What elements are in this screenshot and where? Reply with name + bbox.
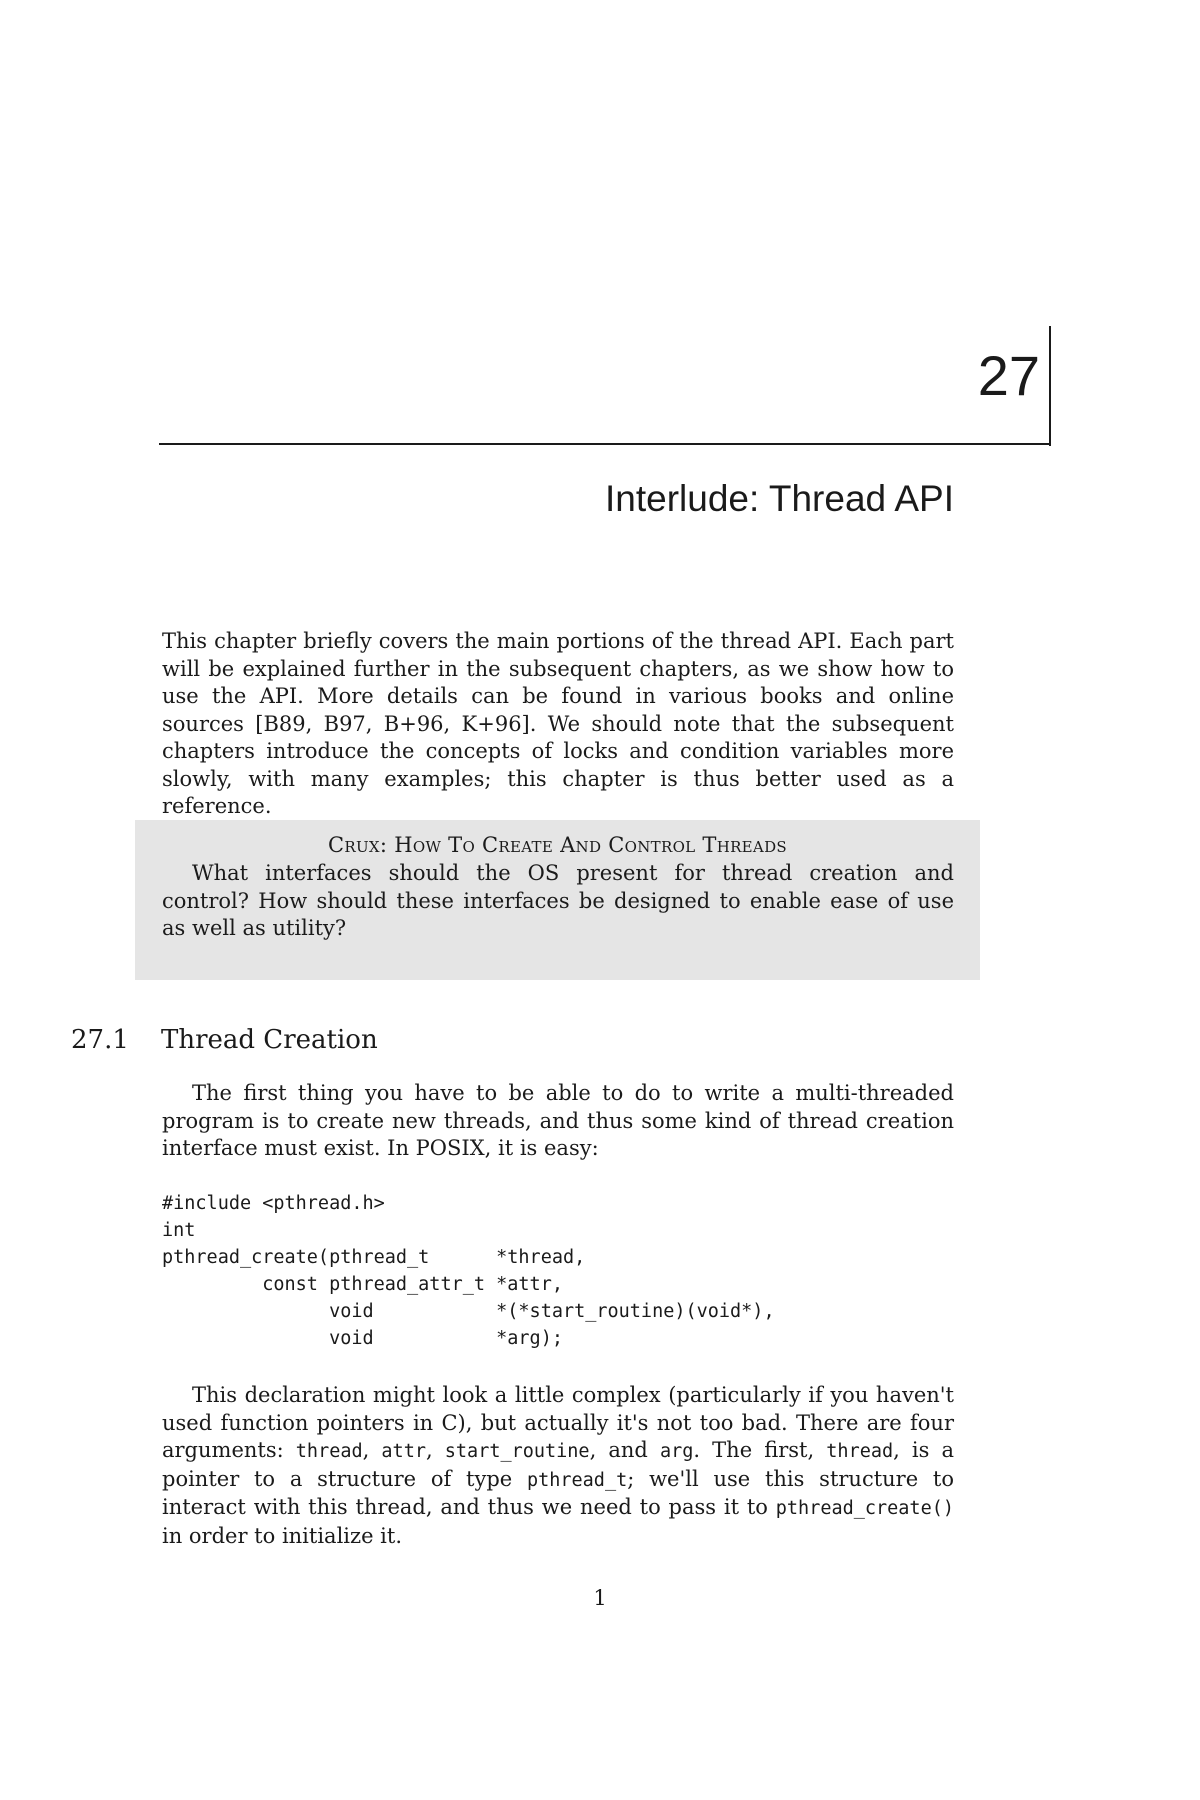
code-listing: #include <pthread.h> int pthread_create(pthread_t *thread, const pthread_attr_t *attr, void *(*start_routine)(void*), void *arg); [162, 1193, 775, 1349]
code-inline: pthread_t [526, 1469, 628, 1491]
chapter-horizontal-rule [159, 443, 1051, 445]
p2-text: . The first, [693, 1438, 827, 1462]
p2-text: in order to initialize it. [162, 1523, 403, 1548]
code-inline: start_routine [444, 1441, 590, 1462]
code-inline: thread [826, 1441, 894, 1462]
p2-text: ; we'll use this structure to interact with this thread, and thus we need to pass it to [162, 1466, 954, 1519]
body-paragraph-1 [162, 1080, 954, 1163]
p2-text: , and [589, 1438, 660, 1462]
p2-text: , [362, 1438, 382, 1462]
code-inline: attr [381, 1441, 426, 1462]
code-inline: pthread_create() [775, 1498, 954, 1519]
crux-body-text: What interfaces should the OS present for thread creation and control? How should these interfaces be designed to enable ease of use as well as utility? [162, 861, 954, 940]
body-paragraph-2 [162, 1382, 954, 1550]
p2-text: , [425, 1438, 445, 1462]
crux-body [162, 860, 954, 943]
crux-box [135, 820, 980, 980]
p2-text: This declaration might look a little complex (particularly if you haven't used function pointers in C), but actually it's not too bad. There are four arguments: [162, 1383, 954, 1462]
code-inline: arg [659, 1441, 694, 1462]
crux-title: Crux: How To Create And Control Threads [328, 833, 787, 857]
section-heading [71, 1024, 378, 1056]
body-paragraph-1-text: The first thing you have to be able to do to write a multi-threaded program is to create new threads, and thus some kind of thread creation interface must exist. In POSIX, it is easy: [162, 1081, 954, 1160]
intro-paragraph: This chapter briefly covers the main portions of the thread API. Each part will be explained further in the subsequent chapters, as we show how to use the API. More details can be found in various books and online sources [B89, B97, B+96, K+96]. We should note that the subsequent chapters introduce the concepts of locks and condition variables more slowly, with many examples; this chapter is thus better used as a reference. [162, 629, 954, 818]
chapter-vertical-rule [1049, 326, 1051, 446]
section-number: 27.1 [71, 1025, 129, 1055]
section-title: Thread Creation [161, 1025, 378, 1055]
p2-text: , is a pointer to a structure of type [162, 1438, 955, 1491]
code-inline: thread [295, 1441, 363, 1462]
chapter-number: 27 [977, 344, 1040, 407]
page-number: 1 [593, 1586, 607, 1610]
chapter-title: Interlude: Thread API [605, 478, 954, 519]
